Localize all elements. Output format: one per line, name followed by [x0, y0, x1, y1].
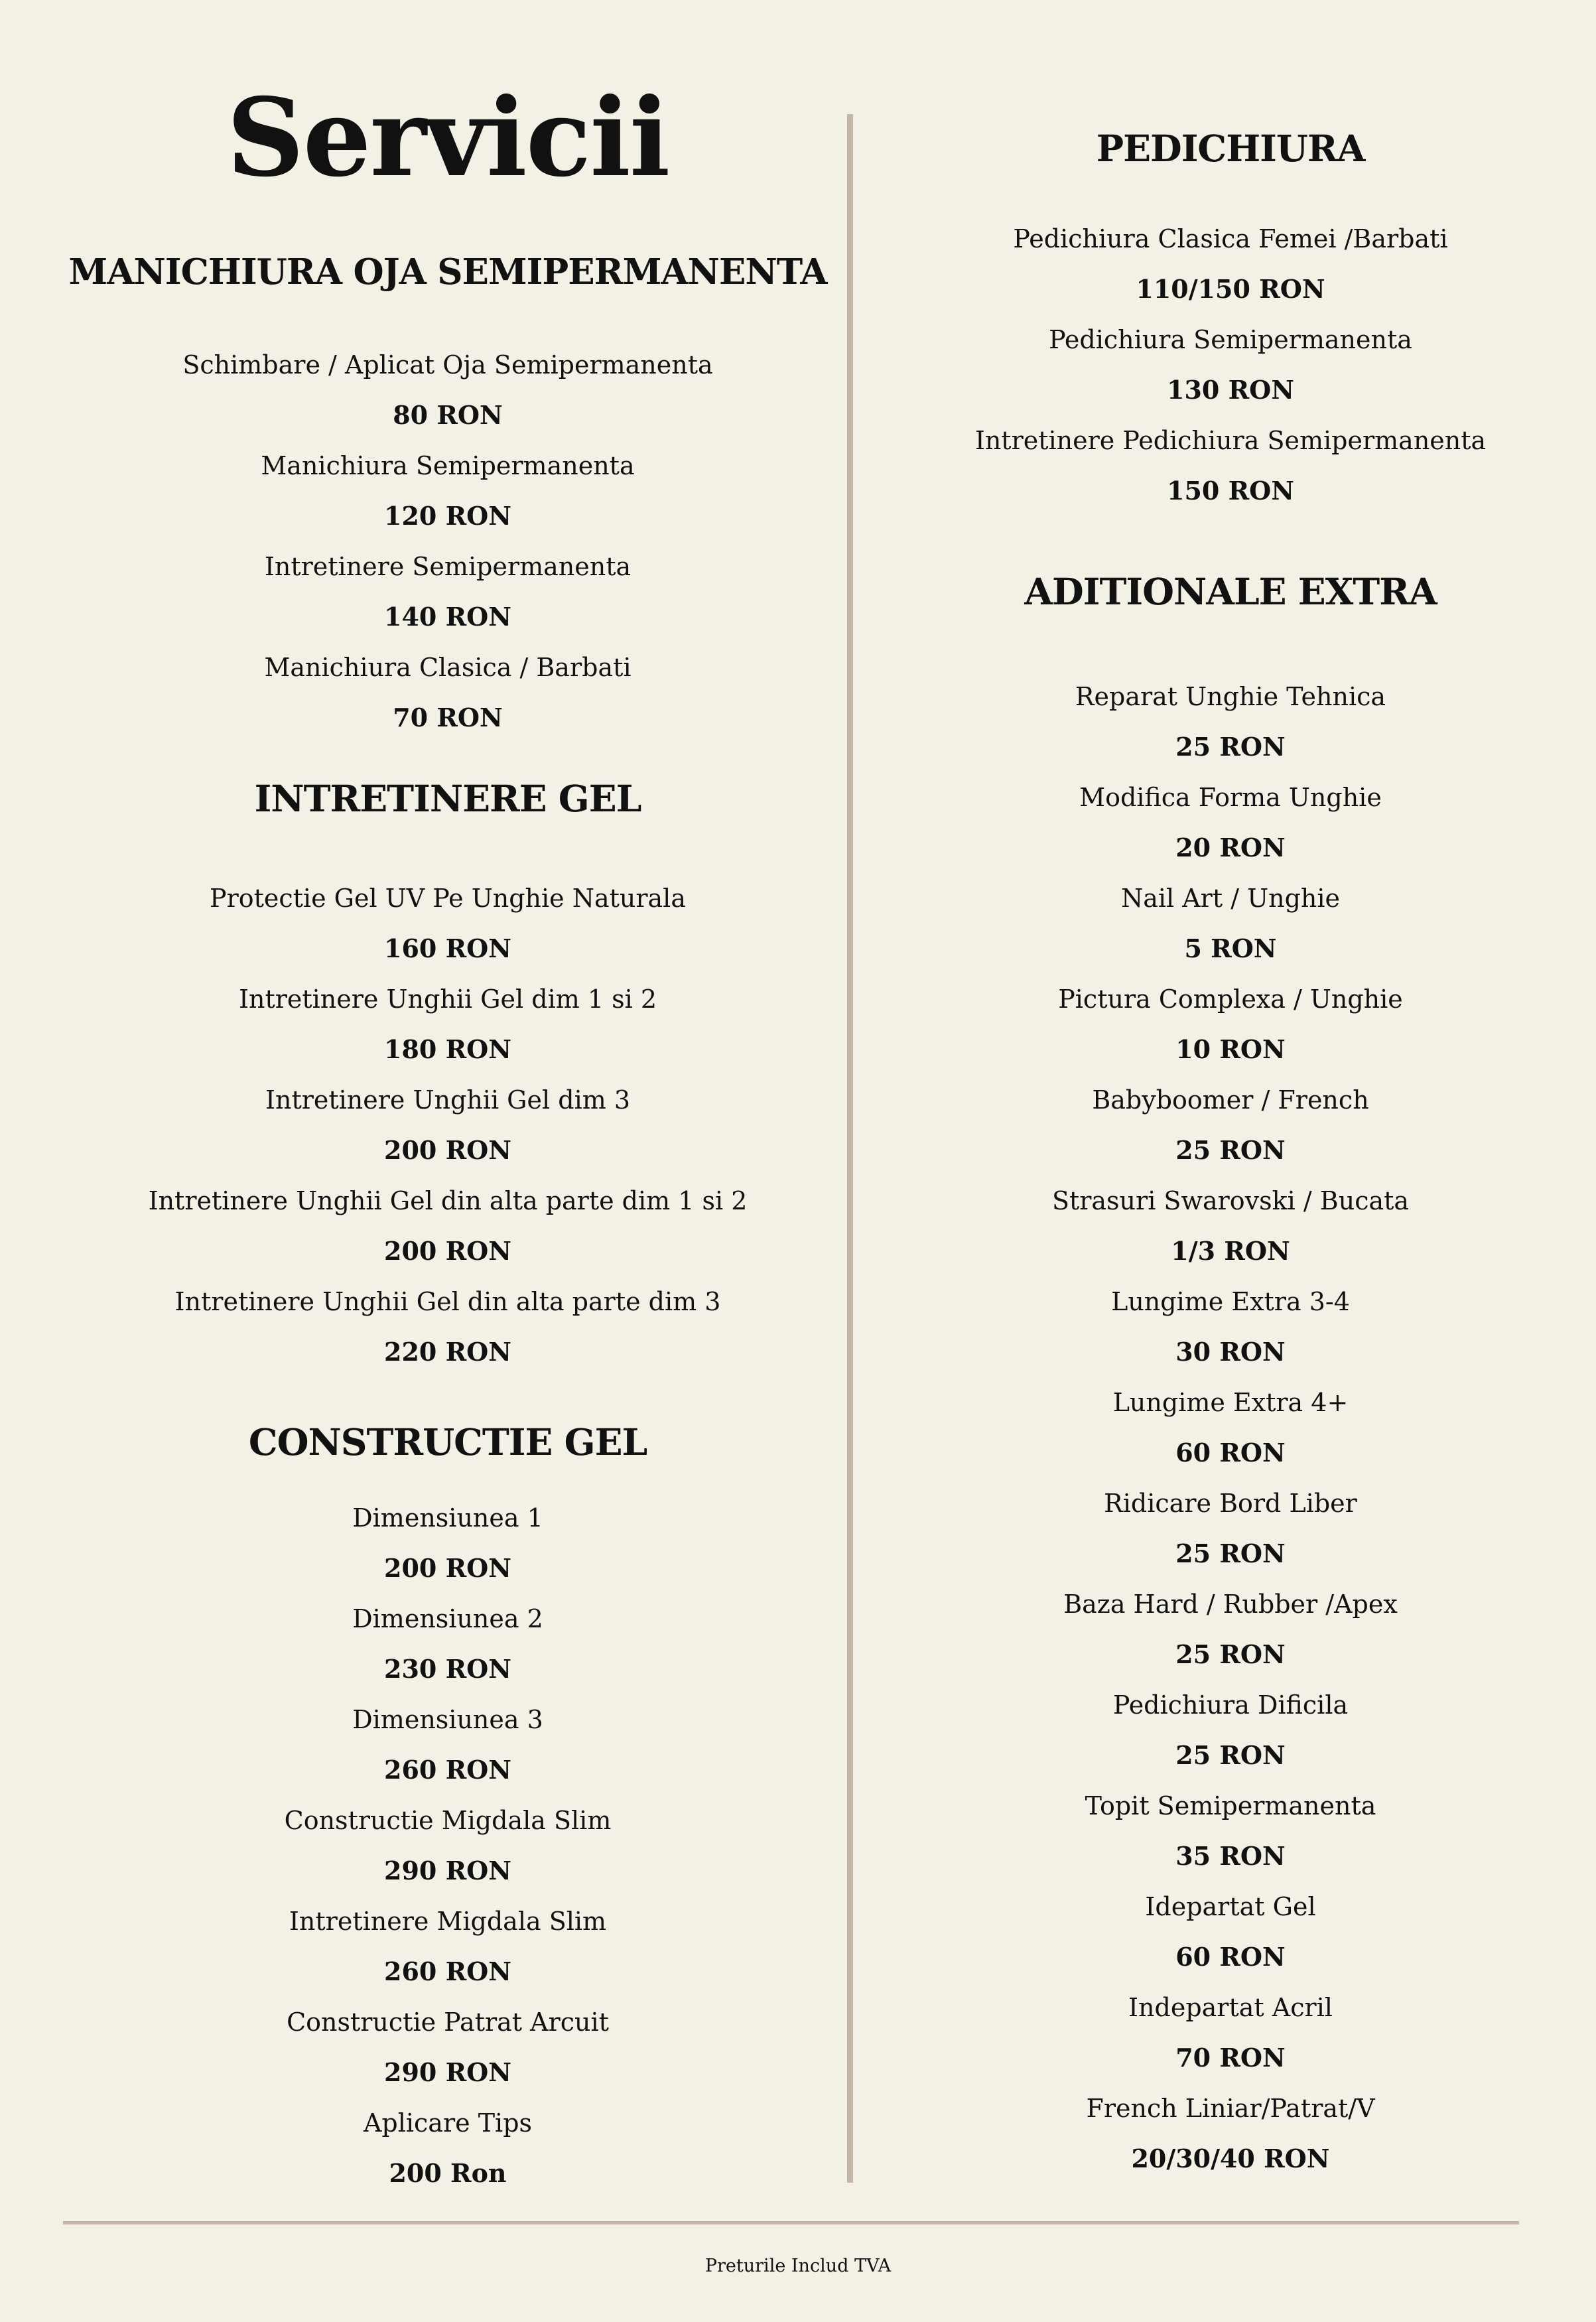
service-price: 290 RON	[384, 2057, 511, 2087]
service-price: 200 Ron	[389, 2158, 507, 2188]
page-title: Servicii	[226, 75, 669, 201]
service-name: Babyboomer / French	[1092, 1085, 1369, 1115]
section-title-intretinere-gel: INTRETINERE GEL	[254, 777, 641, 820]
service-price: 35 RON	[1175, 1841, 1286, 1871]
service-name: Indepartat Acril	[1128, 1993, 1333, 2022]
service-price: 230 RON	[384, 1654, 511, 1684]
service-price: 160 RON	[384, 933, 511, 963]
service-price: 120 RON	[384, 501, 511, 531]
service-name: Baza Hard / Rubber /Apex	[1063, 1590, 1398, 1619]
service-name: Protectie Gel UV Pe Unghie Naturala	[210, 884, 686, 913]
service-name: Schimbare / Aplicat Oja Semipermanenta	[182, 350, 713, 379]
service-name: Intretinere Semipermanenta	[264, 552, 632, 581]
service-price: 260 RON	[384, 1956, 511, 1986]
service-price: 30 RON	[1175, 1337, 1286, 1367]
service-price: 110/150 RON	[1136, 274, 1325, 304]
service-name: Lungime Extra 3-4	[1111, 1287, 1350, 1316]
service-name: Intretinere Migdala Slim	[289, 1907, 607, 1936]
service-price: 290 RON	[384, 1856, 511, 1885]
footer-note: Preturile Includ TVA	[704, 2256, 892, 2276]
service-name: Lungime Extra 4+	[1112, 1388, 1349, 1417]
service-price: 200 RON	[384, 1553, 511, 1583]
service-price: 1/3 RON	[1171, 1236, 1290, 1266]
service-name: Aplicare Tips	[363, 2108, 533, 2138]
section-title-manichiura: MANICHIURA OJA SEMIPERMANENTA	[68, 251, 827, 293]
service-name: Topit Semipermanenta	[1085, 1791, 1376, 1820]
service-name: Intretinere Pedichiura Semipermanenta	[974, 426, 1487, 455]
service-name: Ridicare Bord Liber	[1104, 1489, 1357, 1518]
service-price: 200 RON	[384, 1135, 511, 1165]
service-name: Dimensiunea 2	[352, 1604, 543, 1633]
service-name: Modifica Forma Unghie	[1079, 783, 1382, 812]
service-name: Pedichiura Clasica Femei /Barbati	[1013, 224, 1448, 253]
footer-divider	[63, 2221, 1519, 2224]
service-name: Nail Art / Unghie	[1120, 884, 1341, 913]
service-name: Pictura Complexa / Unghie	[1058, 985, 1403, 1014]
column-divider	[847, 114, 853, 2183]
service-name: Reparat Unghie Tehnica	[1075, 682, 1386, 711]
service-name: Pedichiura Dificila	[1112, 1690, 1349, 1720]
service-price: 260 RON	[384, 1755, 511, 1785]
section-title-aditionale-extra: ADITIONALE EXTRA	[1024, 570, 1437, 613]
service-name: Dimensiunea 3	[352, 1705, 543, 1734]
service-price: 60 RON	[1175, 1438, 1286, 1468]
service-name: Intretinere Unghii Gel din alta parte dim 1 si 2	[148, 1186, 748, 1215]
service-price: 180 RON	[384, 1034, 511, 1064]
service-name: French Liniar/Patrat/V	[1086, 2094, 1375, 2123]
service-name: Manichiura Semipermanenta	[261, 451, 635, 480]
service-price: 25 RON	[1175, 1135, 1286, 1165]
service-name: Constructie Migdala Slim	[284, 1806, 612, 1835]
service-price: 20 RON	[1175, 833, 1286, 862]
service-price: 5 RON	[1184, 933, 1277, 963]
service-name: Intretinere Unghii Gel dim 3	[265, 1085, 631, 1115]
service-name: Intretinere Unghii Gel din alta parte dim 3	[174, 1287, 721, 1316]
service-name: Idepartat Gel	[1145, 1892, 1316, 1921]
service-name: Intretinere Unghii Gel dim 1 si 2	[238, 985, 657, 1014]
service-price: 25 RON	[1175, 1639, 1286, 1669]
service-price: 150 RON	[1167, 476, 1294, 506]
service-name: Pedichiura Semipermanenta	[1049, 325, 1412, 354]
service-price: 60 RON	[1175, 1942, 1286, 1972]
service-price: 25 RON	[1175, 1538, 1286, 1568]
service-price: 140 RON	[384, 602, 511, 632]
service-price: 130 RON	[1167, 375, 1294, 405]
service-name: Dimensiunea 1	[352, 1503, 543, 1533]
section-title-constructie-gel: CONSTRUCTIE GEL	[248, 1420, 647, 1464]
service-price: 220 RON	[384, 1337, 511, 1367]
service-price: 25 RON	[1175, 1740, 1286, 1770]
service-price: 70 RON	[393, 703, 503, 732]
service-price: 70 RON	[1175, 2043, 1286, 2073]
service-price: 20/30/40 RON	[1131, 2144, 1330, 2173]
section-title-pedichiura: PEDICHIURA	[1096, 127, 1365, 170]
service-name: Constructie Patrat Arcuit	[287, 2008, 609, 2037]
service-price: 25 RON	[1175, 732, 1286, 762]
service-name: Strasuri Swarovski / Bucata	[1051, 1186, 1410, 1215]
service-price: 10 RON	[1175, 1034, 1286, 1064]
service-price: 200 RON	[384, 1236, 511, 1266]
service-price: 80 RON	[393, 400, 503, 430]
service-name: Manichiura Clasica / Barbati	[264, 653, 632, 682]
